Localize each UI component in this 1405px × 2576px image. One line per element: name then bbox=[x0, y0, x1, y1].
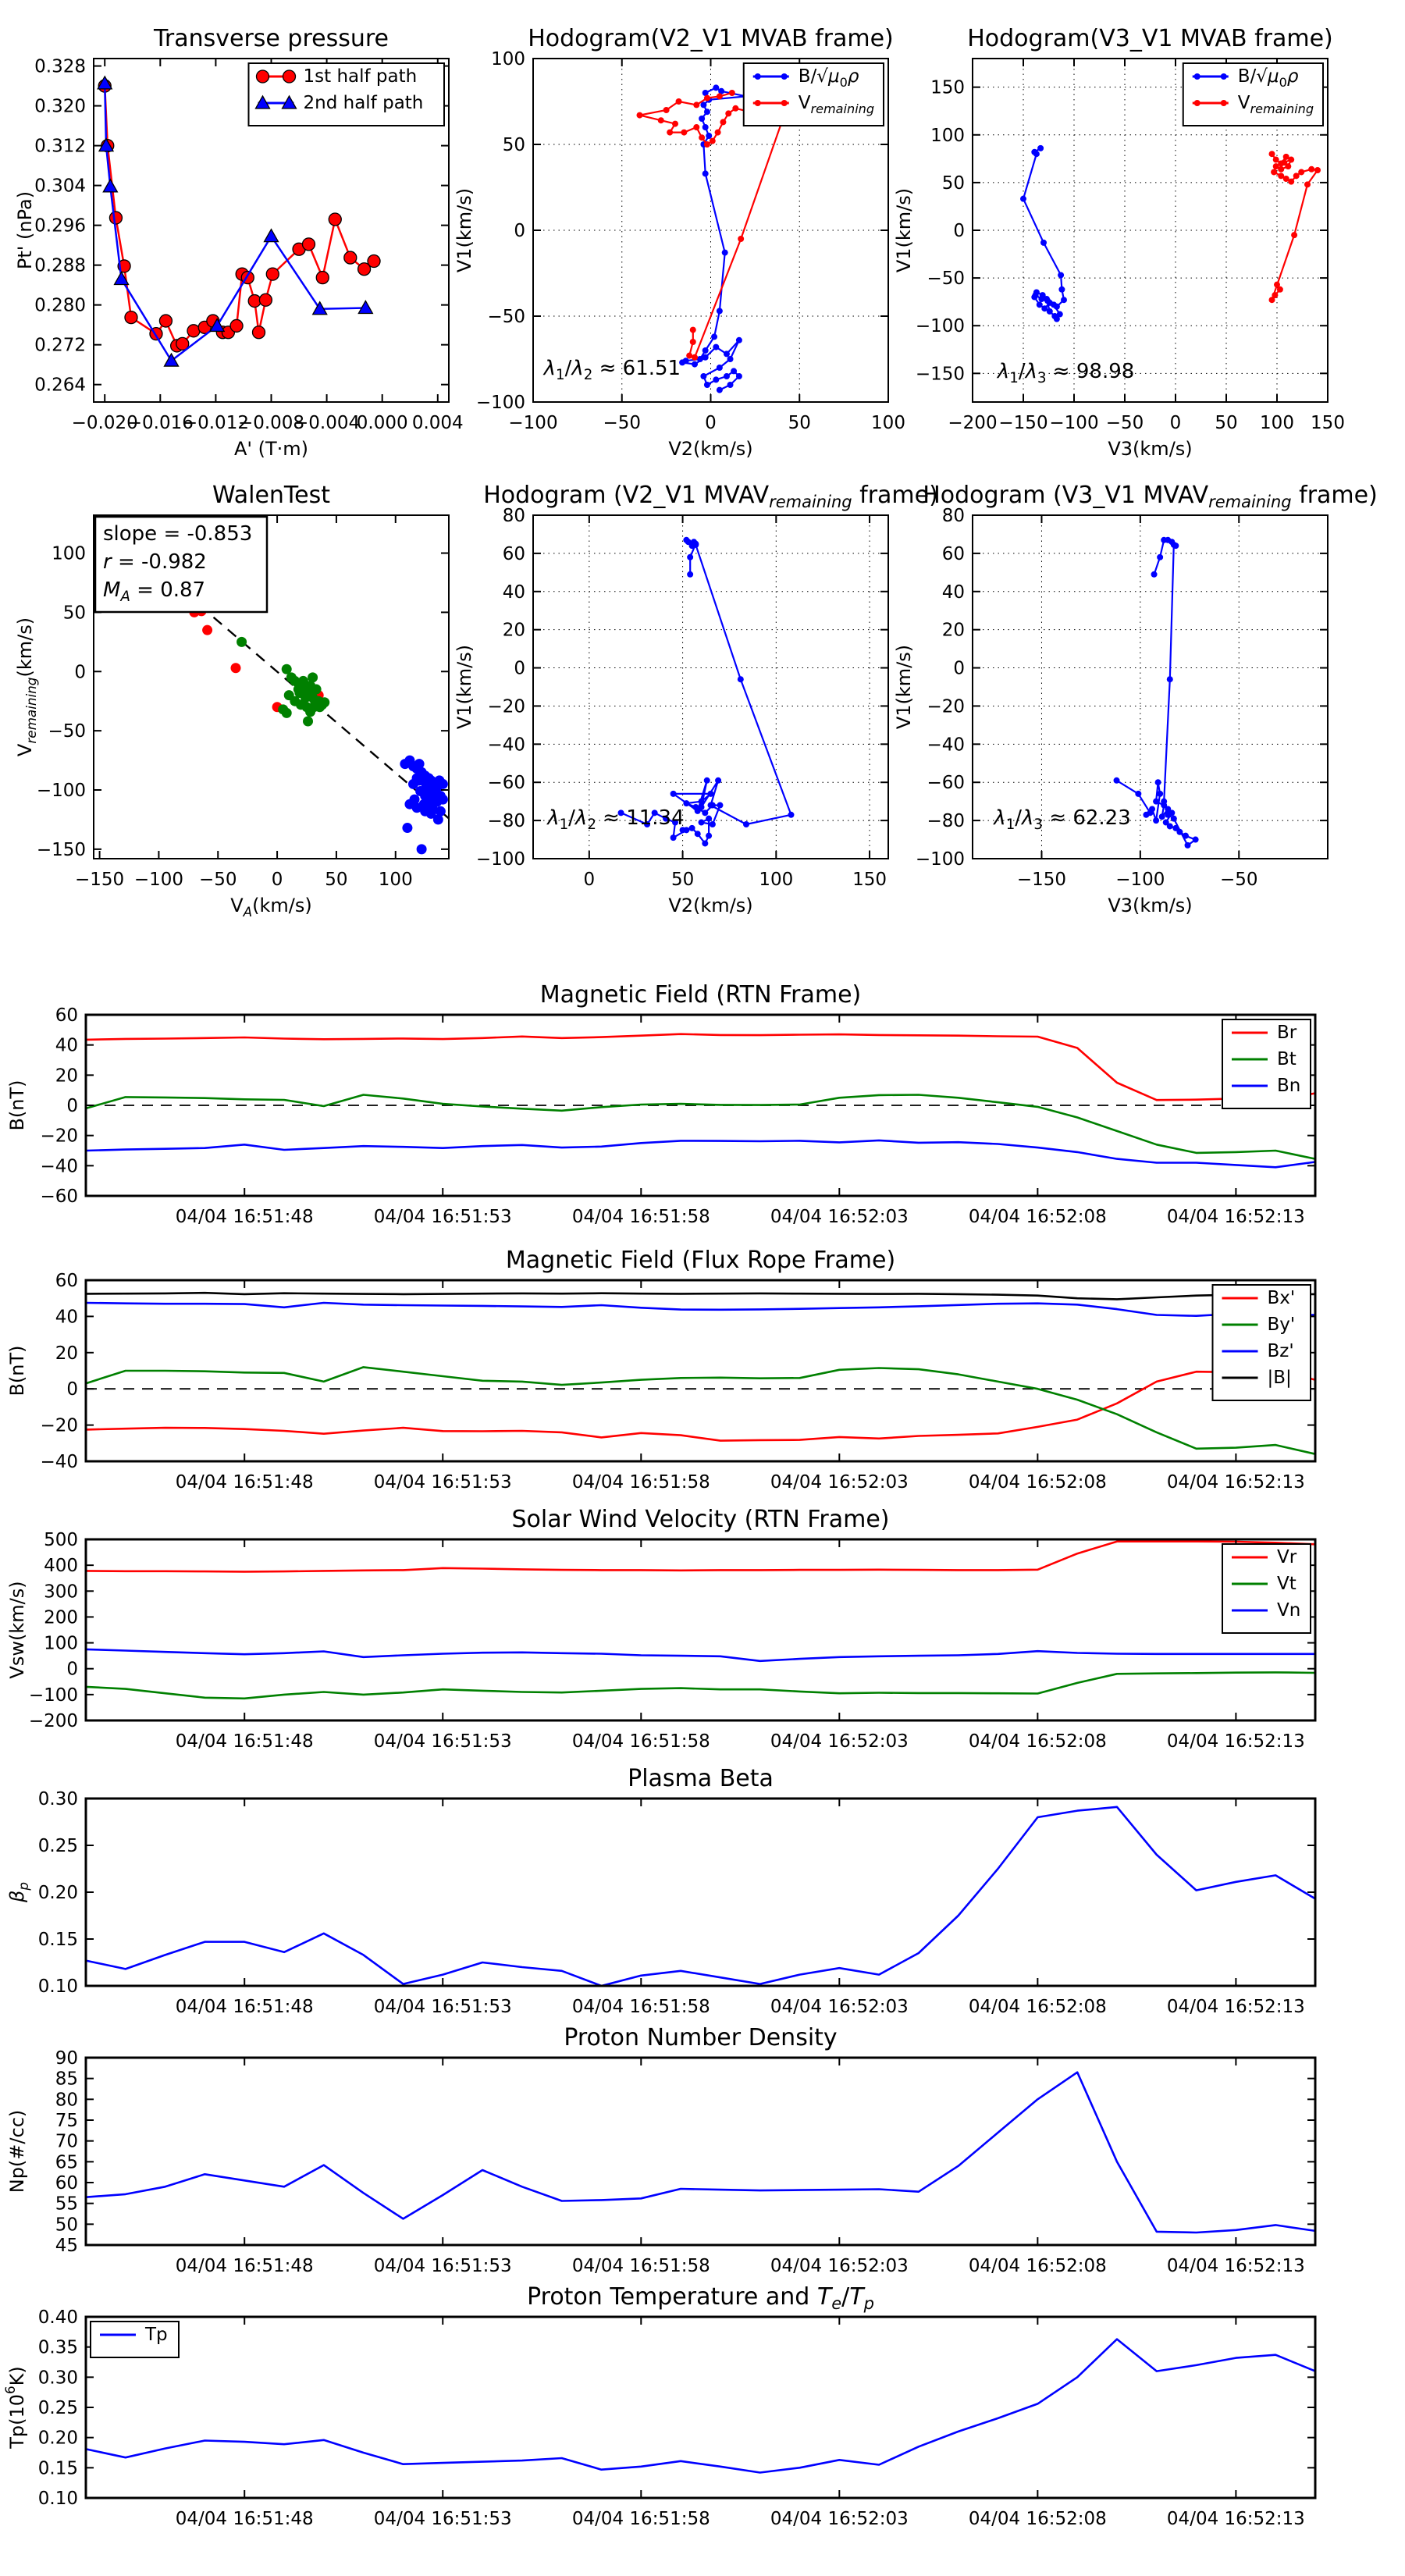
svg-text:−50: −50 bbox=[927, 269, 965, 290]
svg-text:Vremaining(km/s): $V_{remaining}(km/s)$ bbox=[14, 617, 39, 757]
svg-text:0: 0 bbox=[66, 1096, 78, 1116]
svg-text:100: 100 bbox=[930, 125, 965, 146]
svg-text:−80: −80 bbox=[487, 811, 525, 832]
svg-text:Hodogram(V3_V1 MVAB frame): Hodogram(V3_V1 MVAB frame) bbox=[967, 25, 1333, 52]
svg-text:−40: −40 bbox=[40, 1156, 78, 1177]
svg-text:0.272: 0.272 bbox=[34, 335, 86, 356]
svg-text:r = -0.982: r = -0.982 bbox=[103, 550, 207, 574]
svg-text:0: 0 bbox=[705, 413, 717, 433]
svg-text:B/√μ0ρ: $B/√\mu_0\rho$ bbox=[1237, 66, 1299, 90]
svg-text:0.288: 0.288 bbox=[34, 255, 86, 276]
svg-text:−50: −50 bbox=[1105, 413, 1144, 433]
svg-text:B(nT): B(nT) bbox=[6, 1345, 28, 1397]
svg-text:150: 150 bbox=[852, 870, 887, 890]
svg-text:−20: −20 bbox=[40, 1126, 78, 1147]
svg-text:Hodogram (V2_V1 MVAVremaining: Hodogram (V2_V1 $MVAV_{remaining}$ frame) bbox=[483, 482, 938, 511]
svg-text:−0.016: −0.016 bbox=[126, 413, 194, 433]
svg-text:0.328: 0.328 bbox=[34, 56, 86, 77]
svg-text:Bn: Bn bbox=[1277, 1076, 1301, 1096]
svg-text:04/04 16:51:48: 04/04 16:51:48 bbox=[175, 1207, 314, 1227]
svg-text:−50: −50 bbox=[487, 307, 525, 327]
svg-text:−100: −100 bbox=[133, 870, 184, 890]
svg-text:−100: −100 bbox=[36, 781, 86, 801]
svg-text:λ1/λ3 ≈ 98.98: $\lambda_1/\lambda_3 \approx 98.98$ bbox=[997, 360, 1135, 387]
svg-text:−150: −150 bbox=[915, 364, 965, 385]
svg-text:Bt: Bt bbox=[1277, 1049, 1297, 1069]
svg-text:50: 50 bbox=[788, 413, 811, 433]
svg-text:Hodogram(V2_V1 MVAB frame): Hodogram(V2_V1 MVAB frame) bbox=[528, 25, 894, 52]
svg-text:04/04 16:52:13: 04/04 16:52:13 bbox=[1166, 1207, 1305, 1227]
svg-text:−100: −100 bbox=[1115, 870, 1165, 890]
svg-text:−150: −150 bbox=[1016, 870, 1067, 890]
svg-text:04/04 16:51:48: 04/04 16:51:48 bbox=[175, 1472, 314, 1493]
svg-text:V3(km/s): V3(km/s) bbox=[1108, 438, 1193, 460]
svg-text:0: 0 bbox=[514, 221, 525, 241]
svg-text:−0.012: −0.012 bbox=[182, 413, 249, 433]
svg-text:04/04 16:52:03: 04/04 16:52:03 bbox=[770, 2509, 909, 2529]
svg-text:0: 0 bbox=[1169, 413, 1182, 433]
svg-text:04/04 16:51:58: 04/04 16:51:58 bbox=[571, 1472, 710, 1493]
svg-text:Bz': Bz' bbox=[1267, 1341, 1294, 1361]
proton-temperature-chart bbox=[0, 2279, 1385, 2559]
svg-text:−100: −100 bbox=[28, 1685, 78, 1706]
svg-text:40: 40 bbox=[55, 1307, 78, 1328]
magnetic-field-flux-rope-chart bbox=[0, 1243, 1385, 1522]
svg-text:VA(km/s): $V_A(km/s)$ bbox=[230, 895, 312, 920]
svg-text:−100: −100 bbox=[915, 316, 965, 337]
svg-text:60: 60 bbox=[941, 543, 965, 564]
svg-text:−200: −200 bbox=[948, 413, 998, 433]
svg-text:400: 400 bbox=[44, 1556, 78, 1577]
svg-text:100: 100 bbox=[44, 1633, 78, 1654]
plasma-beta-chart bbox=[0, 1761, 1385, 2047]
svg-text:0.15: 0.15 bbox=[37, 1930, 78, 1950]
svg-text:04/04 16:52:08: 04/04 16:52:08 bbox=[968, 1472, 1107, 1493]
svg-text:04/04 16:52:13: 04/04 16:52:13 bbox=[1166, 1997, 1305, 2017]
svg-text:0.004: 0.004 bbox=[411, 413, 464, 433]
proton-number-density-chart bbox=[0, 2020, 1385, 2306]
svg-text:04/04 16:51:53: 04/04 16:51:53 bbox=[373, 2509, 512, 2529]
svg-text:λ1/λ3 ≈ 62.23: $\lambda_1/\lambda_3 \approx 62.23$ bbox=[994, 806, 1131, 833]
svg-text:B/√μ0ρ: $B/√\mu_0\rho$ bbox=[798, 66, 859, 90]
svg-text:A' (T·m): A' (T·m) bbox=[233, 438, 309, 460]
svg-text:−0.020: −0.020 bbox=[71, 413, 138, 433]
svg-text:60: 60 bbox=[55, 1005, 78, 1026]
svg-text:50: 50 bbox=[502, 135, 525, 155]
svg-text:60: 60 bbox=[55, 1271, 78, 1291]
svg-text:150: 150 bbox=[930, 77, 965, 98]
svg-text:0.264: 0.264 bbox=[34, 375, 86, 396]
svg-text:85: 85 bbox=[55, 2069, 78, 2090]
svg-text:04/04 16:51:48: 04/04 16:51:48 bbox=[175, 2509, 314, 2529]
svg-text:−20: −20 bbox=[487, 696, 525, 717]
svg-text:0.296: 0.296 bbox=[34, 215, 86, 237]
svg-text:0.312: 0.312 bbox=[34, 136, 86, 157]
svg-text:50: 50 bbox=[670, 870, 695, 890]
svg-text:100: 100 bbox=[52, 543, 86, 564]
svg-text:Vt: Vt bbox=[1277, 1574, 1297, 1594]
svg-text:80: 80 bbox=[941, 506, 965, 526]
svg-text:−100: −100 bbox=[915, 849, 965, 870]
svg-text:200: 200 bbox=[44, 1607, 78, 1628]
svg-text:Vn: Vn bbox=[1277, 1600, 1301, 1621]
svg-text:04/04 16:51:58: 04/04 16:51:58 bbox=[571, 2509, 710, 2529]
svg-text:04/04 16:52:13: 04/04 16:52:13 bbox=[1166, 1731, 1305, 1752]
svg-text:100: 100 bbox=[871, 413, 905, 433]
svg-text:04/04 16:52:03: 04/04 16:52:03 bbox=[770, 1472, 909, 1493]
svg-text:V1(km/s): V1(km/s) bbox=[893, 644, 915, 730]
hodogram-v3v1-mvab-chart bbox=[883, 21, 1398, 463]
svg-text:−50: −50 bbox=[48, 721, 86, 742]
svg-text:−0.004: −0.004 bbox=[293, 413, 361, 433]
svg-text:Np(#/cc): Np(#/cc) bbox=[6, 2109, 28, 2194]
svg-text:−60: −60 bbox=[40, 1187, 78, 1207]
svg-text:−80: −80 bbox=[927, 811, 965, 832]
svg-text:55: 55 bbox=[55, 2194, 78, 2215]
svg-text:80: 80 bbox=[55, 2090, 78, 2111]
svg-text:04/04 16:51:58: 04/04 16:51:58 bbox=[571, 1207, 710, 1227]
svg-text:100: 100 bbox=[759, 870, 794, 890]
svg-text:0.000: 0.000 bbox=[356, 413, 408, 433]
svg-text:50: 50 bbox=[62, 603, 86, 624]
svg-text:04/04 16:52:13: 04/04 16:52:13 bbox=[1166, 1472, 1305, 1493]
svg-text:0.304: 0.304 bbox=[34, 176, 86, 197]
svg-text:0: 0 bbox=[953, 658, 965, 679]
transverse-pressure-chart bbox=[4, 21, 519, 463]
svg-text:Vremaining: $V_{remaining}$ bbox=[1237, 93, 1314, 116]
svg-text:0.35: 0.35 bbox=[37, 2337, 78, 2358]
svg-text:04/04 16:51:48: 04/04 16:51:48 bbox=[175, 2256, 314, 2276]
svg-text:−60: −60 bbox=[927, 773, 965, 794]
svg-text:50: 50 bbox=[325, 870, 348, 890]
svg-text:−100: −100 bbox=[475, 393, 525, 413]
svg-text:04/04 16:51:53: 04/04 16:51:53 bbox=[373, 1207, 512, 1227]
svg-text:500: 500 bbox=[44, 1530, 78, 1550]
svg-text:Vsw(km/s): Vsw(km/s) bbox=[6, 1581, 28, 1679]
svg-text:0: 0 bbox=[66, 1659, 78, 1680]
svg-text:04/04 16:51:48: 04/04 16:51:48 bbox=[175, 1731, 314, 1752]
svg-text:βp: $\beta_p$ bbox=[6, 1882, 31, 1902]
svg-text:V2(km/s): V2(km/s) bbox=[668, 438, 753, 460]
svg-text:−20: −20 bbox=[40, 1415, 78, 1436]
hodogram-v2v1-mvab-chart bbox=[443, 21, 959, 463]
hodogram-v2v1-mvav-chart bbox=[443, 478, 959, 920]
svg-text:04/04 16:51:58: 04/04 16:51:58 bbox=[571, 1731, 710, 1752]
svg-text:V1(km/s): V1(km/s) bbox=[454, 644, 475, 730]
svg-text:20: 20 bbox=[502, 620, 525, 641]
svg-text:80: 80 bbox=[502, 506, 525, 526]
svg-text:0: 0 bbox=[514, 658, 525, 679]
svg-text:0: 0 bbox=[583, 870, 596, 890]
svg-text:0.30: 0.30 bbox=[37, 1789, 78, 1809]
svg-text:75: 75 bbox=[55, 2111, 78, 2131]
svg-text:−150: −150 bbox=[36, 839, 86, 860]
svg-text:0: 0 bbox=[74, 662, 86, 683]
svg-text:By': By' bbox=[1267, 1315, 1296, 1335]
svg-text:−50: −50 bbox=[603, 413, 642, 433]
svg-text:2nd half path: 2nd half path bbox=[303, 93, 424, 113]
svg-text:100: 100 bbox=[378, 870, 413, 890]
svg-text:V1(km/s): V1(km/s) bbox=[893, 187, 915, 273]
svg-text:Vremaining: $V_{remaining}$ bbox=[798, 93, 875, 116]
svg-text:−100: −100 bbox=[1049, 413, 1099, 433]
svg-text:50: 50 bbox=[941, 173, 965, 194]
svg-text:04/04 16:52:08: 04/04 16:52:08 bbox=[968, 1997, 1107, 2017]
svg-text:150: 150 bbox=[1311, 413, 1345, 433]
svg-text:Br: Br bbox=[1277, 1023, 1297, 1043]
svg-text:70: 70 bbox=[55, 2131, 78, 2152]
svg-text:V3(km/s): V3(km/s) bbox=[1108, 895, 1193, 916]
svg-text:−40: −40 bbox=[487, 735, 525, 756]
hodogram-v3v1-mvav-chart bbox=[883, 478, 1398, 920]
svg-text:0.20: 0.20 bbox=[37, 2428, 78, 2449]
svg-text:04/04 16:52:13: 04/04 16:52:13 bbox=[1166, 2509, 1305, 2529]
svg-text:Plasma Beta: Plasma Beta bbox=[628, 1765, 774, 1792]
svg-text:04/04 16:52:03: 04/04 16:52:03 bbox=[770, 2256, 909, 2276]
svg-text:0.30: 0.30 bbox=[37, 2368, 78, 2389]
svg-text:40: 40 bbox=[941, 582, 965, 603]
svg-text:04/04 16:52:13: 04/04 16:52:13 bbox=[1166, 2256, 1305, 2276]
svg-text:λ1/λ2 ≈ 11.34: $\lambda_1/\lambda_2 \approx 11.34$ bbox=[547, 806, 685, 833]
svg-text:04/04 16:52:03: 04/04 16:52:03 bbox=[770, 1731, 909, 1752]
solar-wind-velocity-chart bbox=[0, 1502, 1385, 1781]
svg-text:50: 50 bbox=[55, 2215, 78, 2236]
svg-text:−50: −50 bbox=[198, 870, 237, 890]
svg-text:0.10: 0.10 bbox=[37, 1976, 78, 1997]
svg-text:−150: −150 bbox=[74, 870, 125, 890]
svg-text:MA = 0.87: $M_A = 0.87$ bbox=[103, 578, 206, 605]
svg-text:−100: −100 bbox=[508, 413, 558, 433]
svg-text:0.40: 0.40 bbox=[37, 2307, 78, 2328]
svg-text:1st half path: 1st half path bbox=[303, 66, 418, 87]
svg-text:−60: −60 bbox=[487, 773, 525, 794]
svg-text:Tp(106K): $Tp(10^6K)$ bbox=[2, 2366, 28, 2449]
svg-text:0.15: 0.15 bbox=[37, 2458, 78, 2479]
svg-text:−40: −40 bbox=[927, 735, 965, 756]
svg-text:65: 65 bbox=[55, 2152, 78, 2173]
svg-text:0.10: 0.10 bbox=[37, 2489, 78, 2509]
svg-text:04/04 16:52:03: 04/04 16:52:03 bbox=[770, 1207, 909, 1227]
svg-text:04/04 16:51:53: 04/04 16:51:53 bbox=[373, 1472, 512, 1493]
svg-text:λ1/λ2 ≈ 61.51: $\lambda_1/\lambda_2 \approx 61.51$ bbox=[543, 356, 681, 383]
svg-text:−20: −20 bbox=[927, 696, 965, 717]
svg-text:Vr: Vr bbox=[1277, 1547, 1297, 1567]
svg-text:0: 0 bbox=[271, 870, 283, 890]
svg-text:0.280: 0.280 bbox=[34, 295, 86, 316]
svg-text:|B|: |B| bbox=[1267, 1368, 1292, 1388]
svg-text:0.320: 0.320 bbox=[34, 96, 86, 117]
svg-text:Tp: Tp bbox=[145, 2325, 168, 2345]
svg-text:−40: −40 bbox=[40, 1452, 78, 1472]
svg-text:0.20: 0.20 bbox=[37, 1883, 78, 1903]
svg-text:−50: −50 bbox=[1219, 870, 1258, 890]
svg-text:04/04 16:52:08: 04/04 16:52:08 bbox=[968, 2256, 1107, 2276]
svg-text:04/04 16:51:53: 04/04 16:51:53 bbox=[373, 1731, 512, 1752]
svg-text:60: 60 bbox=[55, 2173, 78, 2194]
svg-text:Proton Temperature and Te/Tp: Proton Temperature and $T_e/T_p$ bbox=[527, 2283, 874, 2313]
svg-text:WalenTest: WalenTest bbox=[212, 482, 331, 509]
svg-text:0: 0 bbox=[66, 1379, 78, 1400]
svg-text:Transverse pressure: Transverse pressure bbox=[153, 25, 389, 52]
svg-text:0: 0 bbox=[953, 221, 965, 241]
svg-text:Solar Wind Velocity (RTN Frame: Solar Wind Velocity (RTN Frame) bbox=[511, 1506, 890, 1533]
svg-text:04/04 16:51:53: 04/04 16:51:53 bbox=[373, 1997, 512, 2017]
svg-text:300: 300 bbox=[44, 1582, 78, 1603]
svg-text:0.25: 0.25 bbox=[37, 1836, 78, 1856]
svg-text:Pt' (nPa): Pt' (nPa) bbox=[14, 190, 36, 270]
svg-text:−150: −150 bbox=[998, 413, 1048, 433]
svg-text:100: 100 bbox=[491, 49, 525, 69]
svg-text:04/04 16:52:08: 04/04 16:52:08 bbox=[968, 1207, 1107, 1227]
svg-text:20: 20 bbox=[55, 1343, 78, 1364]
svg-text:Bx': Bx' bbox=[1267, 1288, 1296, 1308]
svg-text:slope = -0.853: slope = -0.853 bbox=[103, 522, 253, 546]
svg-text:04/04 16:51:58: 04/04 16:51:58 bbox=[571, 2256, 710, 2276]
svg-text:45: 45 bbox=[55, 2236, 78, 2256]
svg-text:−200: −200 bbox=[28, 1711, 78, 1731]
svg-text:20: 20 bbox=[55, 1066, 78, 1087]
svg-text:0.25: 0.25 bbox=[37, 2398, 78, 2418]
svg-text:100: 100 bbox=[1260, 413, 1294, 433]
svg-text:40: 40 bbox=[502, 582, 525, 603]
svg-text:04/04 16:52:03: 04/04 16:52:03 bbox=[770, 1997, 909, 2017]
svg-text:04/04 16:51:48: 04/04 16:51:48 bbox=[175, 1997, 314, 2017]
svg-text:V1(km/s): V1(km/s) bbox=[454, 187, 475, 273]
svg-text:Proton Number Density: Proton Number Density bbox=[564, 2024, 838, 2051]
svg-text:40: 40 bbox=[55, 1035, 78, 1056]
svg-text:B(nT): B(nT) bbox=[6, 1080, 28, 1131]
svg-text:04/04 16:51:58: 04/04 16:51:58 bbox=[571, 1997, 710, 2017]
svg-text:Hodogram (V3_V1 MVAVremaining: Hodogram (V3_V1 $MVAV_{remaining}$ frame) bbox=[923, 482, 1378, 511]
walen-test-chart bbox=[4, 478, 519, 920]
svg-text:Magnetic Field (RTN Frame): Magnetic Field (RTN Frame) bbox=[539, 981, 862, 1009]
svg-text:20: 20 bbox=[941, 620, 965, 641]
svg-text:Magnetic Field (Flux Rope Fram: Magnetic Field (Flux Rope Frame) bbox=[505, 1247, 896, 1274]
svg-text:90: 90 bbox=[55, 2048, 78, 2069]
svg-text:04/04 16:52:08: 04/04 16:52:08 bbox=[968, 1731, 1107, 1752]
svg-text:−0.008: −0.008 bbox=[237, 413, 305, 433]
svg-text:50: 50 bbox=[1215, 413, 1238, 433]
svg-text:04/04 16:51:53: 04/04 16:51:53 bbox=[373, 2256, 512, 2276]
magnetic-field-rtn-chart bbox=[0, 977, 1385, 1257]
svg-text:04/04 16:52:08: 04/04 16:52:08 bbox=[968, 2509, 1107, 2529]
svg-text:−100: −100 bbox=[475, 849, 525, 870]
svg-text:60: 60 bbox=[502, 543, 525, 564]
svg-text:V2(km/s): V2(km/s) bbox=[668, 895, 753, 916]
